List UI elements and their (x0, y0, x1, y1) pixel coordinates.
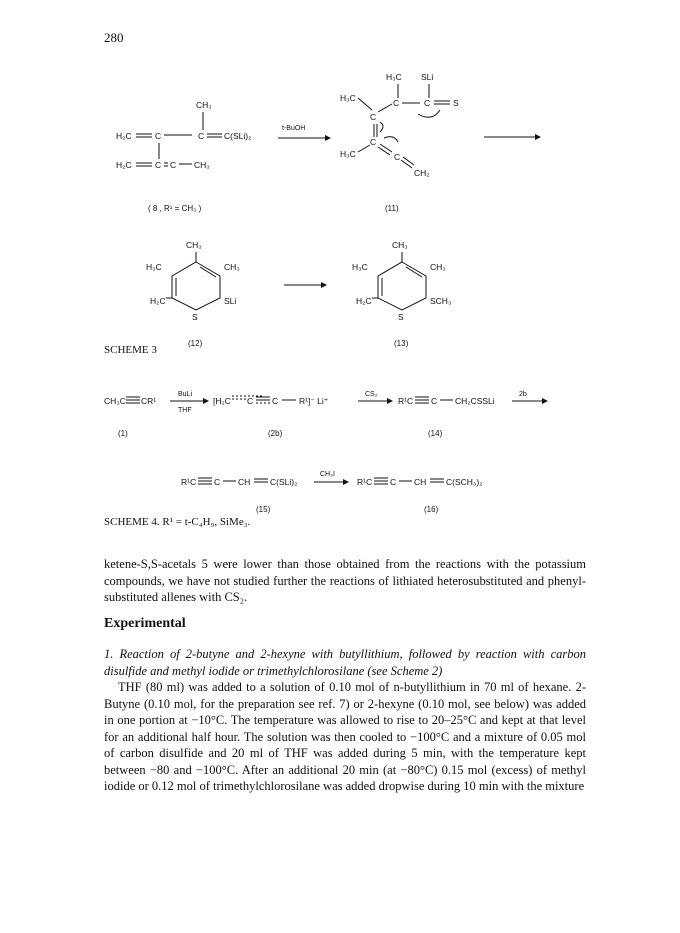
svg-text:THF: THF (178, 407, 192, 414)
compound-8 (116, 100, 251, 213)
svg-text:H₂C: H₂C (116, 131, 132, 141)
svg-text:CH₃: CH₃ (224, 262, 240, 272)
svg-text:R¹C: R¹C (398, 396, 414, 406)
svg-text:C: C (424, 98, 431, 108)
svg-text:S: S (398, 312, 404, 322)
svg-text:C: C (214, 477, 221, 487)
svg-text:SLi: SLi (224, 296, 237, 306)
section-heading-experimental: Experimental (104, 616, 186, 631)
label-2b: (2b) (268, 429, 283, 438)
svg-text:C: C (390, 477, 397, 487)
svg-text:H₂C: H₂C (116, 160, 132, 170)
compound-11 (340, 72, 459, 213)
svg-text:S: S (192, 312, 198, 322)
svg-text:C(SLi)₂: C(SLi)₂ (270, 477, 298, 487)
svg-text:CH: CH (238, 477, 251, 487)
label-1: (1) (118, 429, 128, 438)
scheme4-row2 (181, 471, 483, 514)
svg-text:CS₂: CS₂ (365, 391, 378, 398)
svg-text:H₂C: H₂C (356, 296, 372, 306)
paragraph-intro: ketene-S,S-acetals 5 were lower than those obtained from the reactions with the potassium compounds, we have not studied further the reactions of lithiated heterosubstituted and phenyl-substituted allenes with CS₂. (104, 557, 586, 604)
svg-text:[H₂C: [H₂C (213, 396, 231, 406)
svg-text:R¹C: R¹C (181, 477, 197, 487)
label-13: (13) (394, 339, 409, 348)
svg-text:CH₃: CH₃ (186, 240, 202, 250)
svg-text:BuLi: BuLi (178, 391, 193, 398)
svg-text:SCH₃: SCH₃ (430, 296, 452, 306)
svg-text:S: S (453, 98, 459, 108)
svg-text:CH₃I: CH₃I (320, 471, 335, 478)
label-14: (14) (428, 429, 443, 438)
svg-text:C: C (370, 137, 377, 147)
label-8: ( 8 , R¹ = CH₃ ) (148, 204, 202, 213)
svg-text:SLi: SLi (421, 72, 434, 82)
svg-text:C: C (198, 131, 205, 141)
svg-text:R¹C: R¹C (357, 477, 373, 487)
svg-text:C: C (155, 131, 162, 141)
svg-text:CH₂CSSLi: CH₂CSSLi (455, 396, 495, 406)
compound-12 (146, 240, 240, 348)
svg-text:CH₃: CH₃ (392, 240, 408, 250)
label-11: (11) (385, 204, 399, 213)
svg-text:CH: CH (414, 477, 427, 487)
paragraph-procedure: THF (80 ml) was added to a solution of 0.10 mol of n-butyllithium in 70 ml of hexane. 2-Butyne (0.10 mol, for the preparation see ref. 7) or 2-hexyne (0.10 mol, see below) was added in one portion at −10°C. The temperature was allowed to rise to 20–25°C and kept at that level for an additional half hour. The solution was then cooled to −100°C and a mixture of 0.05 mol of carbon disulfide and 20 ml of THF was added during 5 min, with the temperature kept between −80 and −100°C. After an additional 20 min (at −80°C) 0.15 mol (excess) of methyl iodide or 0.12 mol of trimethylchlorosilane was added dropwise during 10 min with the mixture (104, 680, 586, 793)
svg-text:CH₃C: CH₃C (104, 396, 126, 406)
svg-text:H₃C: H₃C (340, 149, 356, 159)
svg-text:2b: 2b (519, 391, 527, 398)
svg-text:H₃C: H₃C (146, 262, 162, 272)
svg-text:C: C (393, 98, 400, 108)
svg-text:H₂C: H₂C (150, 296, 166, 306)
svg-text:C: C (247, 396, 254, 406)
svg-text:C: C (431, 396, 438, 406)
svg-text:C: C (370, 112, 377, 122)
svg-text:R¹]⁻ Li⁺: R¹]⁻ Li⁺ (299, 396, 329, 406)
svg-text:H₃C: H₃C (352, 262, 368, 272)
arrow-right-1 (484, 134, 541, 140)
svg-text:C: C (170, 160, 177, 170)
svg-text:C: C (394, 152, 401, 162)
label-12: (12) (188, 339, 203, 348)
svg-text:C(SLi)₂: C(SLi)₂ (224, 131, 252, 141)
arrow-right-2 (284, 282, 327, 288)
svg-text:C: C (272, 396, 279, 406)
label-16: (16) (424, 505, 439, 514)
svg-text:CH₃: CH₃ (430, 262, 446, 272)
scheme4-label: SCHEME 4. R¹ = t-C₄H₉, SiMe₃. (104, 516, 251, 528)
subsection-heading: 1. Reaction of 2-butyne and 2-hexyne with butyllithium, followed by reaction with carbon disulfide and methyl iodide or trimethylchlorosilane (see Scheme 2) (104, 647, 586, 678)
page-number: 280 (104, 30, 124, 45)
svg-text:t-BuOH: t-BuOH (282, 125, 306, 132)
svg-text:H₃C: H₃C (340, 93, 356, 103)
svg-text:CH₃: CH₃ (194, 160, 210, 170)
svg-text:CH₂: CH₂ (414, 168, 430, 178)
svg-text:C: C (155, 160, 162, 170)
label-15: (15) (256, 505, 271, 514)
scheme4-row1 (104, 391, 548, 438)
svg-text:C(SCH₃)₂: C(SCH₃)₂ (446, 477, 483, 487)
scheme3-label: SCHEME 3 (104, 344, 157, 356)
arrow-tbuoh (278, 125, 331, 141)
compound-13 (352, 240, 451, 348)
experimental-section (104, 646, 586, 795)
svg-text:CR¹: CR¹ (141, 396, 157, 406)
c8-top-ch3: CH₃ (196, 100, 212, 110)
svg-text:H₃C: H₃C (386, 72, 402, 82)
